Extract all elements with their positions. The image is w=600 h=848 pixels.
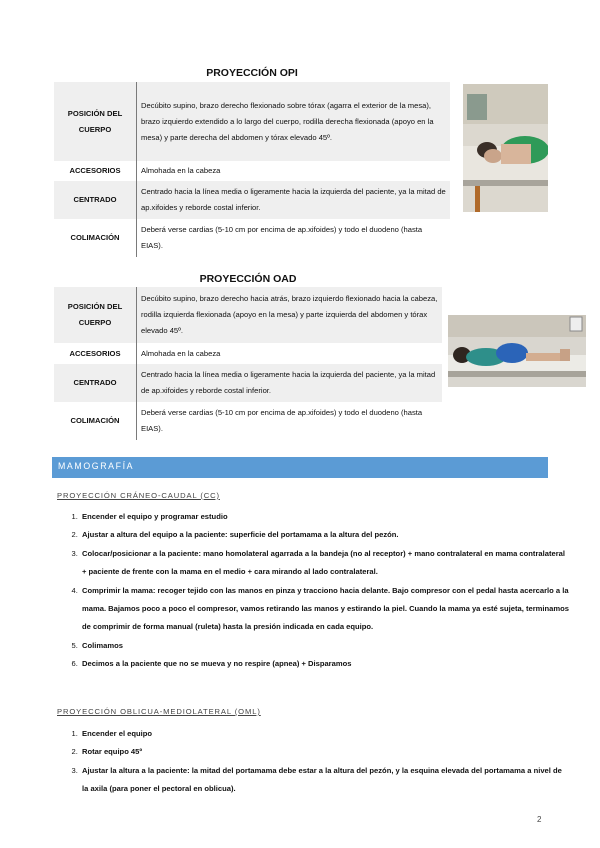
step-text: Ajustar a altura del equipo a la paciente: superficie del portamama a la altura del pezón. <box>82 530 399 540</box>
cc-heading: PROYECCIÓN CRÁNEO-CAUDAL (CC) <box>57 491 220 500</box>
list-item <box>80 582 570 637</box>
row-label: COLIMACIÓN <box>54 219 137 257</box>
row-text: Decúbito supino, brazo derecho flexionado sobre tórax (agarra el exterior de la mesa), brazo izquierdo extendido a lo largo del cuerpo, rodilla derecha flexionada (apoyo en la mesa) y parte derecha del abdomen y tórax elevado 45º. <box>137 82 451 161</box>
row-label: ACCESORIOS <box>54 161 137 181</box>
opi-table <box>54 82 450 257</box>
list-item <box>80 743 570 761</box>
opi-patient-photo <box>463 84 548 212</box>
row-text: Deberá verse cardias (5-10 cm por encima de ap.xifoides) y todo el duodeno (hasta EIAS). <box>141 225 423 250</box>
row-label: ACCESORIOS <box>54 343 137 364</box>
list-item <box>80 637 570 655</box>
table-row <box>54 343 442 364</box>
step-text: Decimos a la paciente que no se mueva y no respire (apnea) + Disparamos <box>82 659 352 669</box>
step-text: Rotar equipo 45º <box>82 747 143 757</box>
oad-patient-photo <box>448 315 586 387</box>
opi-title: PROYECCIÓN OPI <box>206 67 298 79</box>
step-text: Colimamos <box>82 640 123 650</box>
row-label: COLIMACIÓN <box>54 402 137 440</box>
table-row <box>54 161 450 181</box>
oml-steps-list <box>52 725 570 799</box>
list-item <box>80 725 570 743</box>
list-item <box>80 526 570 544</box>
row-text: Almohada en la cabeza <box>141 348 221 358</box>
section-banner-title: MAMOGRAFÍA <box>58 461 135 471</box>
section-banner <box>52 457 548 478</box>
table-row <box>54 219 450 257</box>
row-label: POSICIÓN DEL CUERPO <box>54 82 137 161</box>
row-text: Deberá verse cardias (5-10 cm por encima de ap.xifoides) y todo el duodeno (hasta EIAS). <box>141 408 423 433</box>
page-number: 2 <box>537 815 542 824</box>
row-label: CENTRADO <box>54 364 137 402</box>
list-item <box>80 655 570 673</box>
list-item <box>80 762 570 799</box>
oad-table <box>54 287 442 440</box>
row-label: CENTRADO <box>54 181 137 219</box>
step-text: Colocar/posicionar a la paciente: mano homolateral agarrada a la bandeja (no al receptor) + mano contralateral en mama contralateral + paciente de frente con la mama en el medio + cara mirando al lado contralateral. <box>82 548 565 577</box>
step-text: Encender el equipo y programar estudio <box>82 512 228 521</box>
row-label: POSICIÓN DEL CUERPO <box>54 287 137 343</box>
table-row <box>54 402 442 440</box>
oad-title: PROYECCIÓN OAD <box>199 273 297 285</box>
table-row <box>54 181 450 219</box>
list-item <box>80 545 570 582</box>
row-text: Centrado hacia la línea media o ligeramente hacia la izquierda del paciente, ya la mitad de ap.xifoides y reborde costal inferior. <box>137 181 451 219</box>
oml-heading: PROYECCIÓN OBLICUA-MEDIOLATERAL (OML) <box>57 707 261 716</box>
cc-steps-list <box>52 508 570 674</box>
step-text: Comprimir la mama: recoger tejido con las manos en pinza y tracciono hacia delante. Bajo compresor con el pedal hasta acercarlo a la mama. Bajamos poco a poco el compresor, vamos retirando las manos y estirando la piel. Cuando la mama ya esté sujeta, terminamos de comprimir de forma manual (ruleta) hasta la presión indicada en cada equipo. <box>82 585 570 632</box>
step-text: Encender el equipo <box>82 729 153 738</box>
row-text: Decúbito supino, brazo derecho hacia atrás, brazo izquierdo flexionado hacia la cabeza, rodilla izquierda flexionada (apoyo en la mesa) y parte izquierda del abdomen y tórax elevado 45º. <box>137 287 443 343</box>
row-text: Almohada en la cabeza <box>141 166 221 175</box>
table-row <box>54 287 442 343</box>
table-row <box>54 82 450 161</box>
row-text: Centrado hacia la línea media o ligeramente hacia la izquierda del paciente, ya la mitad de ap.xifoides y reborde costal inferior. <box>137 364 443 402</box>
table-row <box>54 364 442 402</box>
list-item <box>80 508 570 526</box>
step-text: Ajustar la altura a la paciente: la mitad del portamama debe estar a la altura del pezón, y la esquina elevada del portamama a nivel de la axila (para poner el pectoral en oblicua). <box>82 765 562 794</box>
